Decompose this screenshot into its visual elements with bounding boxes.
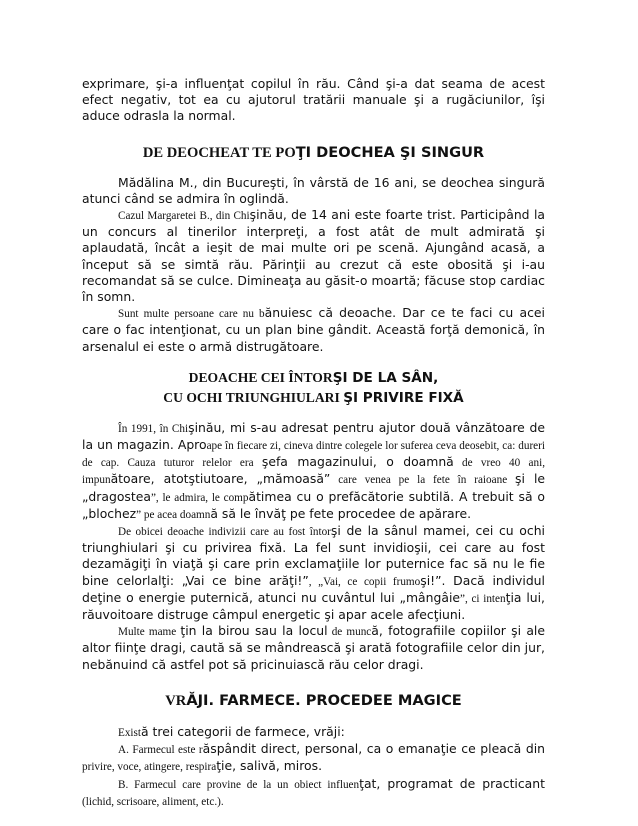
section1-paragraph-1: [82, 175, 545, 207]
section3-p2-b: ăspândit direct, personal, ca o emanaţie ce pleacă din: [202, 741, 545, 757]
section3-paragraph-2: [82, 741, 545, 775]
section2-p1-k: ” pe acea doamn: [136, 508, 211, 521]
section2-p1-d: şefa magazinului, o doamnă: [261, 454, 454, 470]
section1-paragraph-2: [82, 207, 545, 305]
section2-heading-line-1: [82, 368, 545, 388]
section2-p1-a: În 1991, în Chi: [118, 422, 189, 435]
section2-p2-a: De obicei deoache indivizii care au fost întor: [118, 526, 331, 539]
section2-paragraph-2: [82, 523, 545, 623]
section2-p1-j: ătimea cu o prefăcătorie subtilă. A trebuit să o „blochez: [82, 488, 545, 521]
section3-p3-a: B. Farmecul care provine de la un obiect influen: [118, 778, 360, 791]
section3-heading-part-b: ĂJI. FARMECE. PROCEDEE MAGICE: [186, 691, 462, 709]
section3-p3-c: (lichid, scrisoare, aliment, etc.).: [82, 795, 224, 808]
section1-heading-part-b: ŢI DEOCHEA ŞI SINGUR: [295, 143, 485, 161]
section2-p1-e: de vreo 40 ani, impun: [82, 457, 545, 487]
section2-p2-c: , „Vai, ce copii frumo: [308, 575, 421, 588]
section1-heading: [82, 143, 545, 163]
section3-p2-c: privire, voce, atingere, respira: [82, 761, 217, 774]
section2-heading-line-2: [82, 388, 545, 408]
section2-p1-g: care venea pe la fete în raioane: [330, 474, 516, 487]
section2-p2-d: şi!”. Dacă individul deţine o energie puternică, atunci nu cuvântul lui „mângâie: [82, 572, 545, 605]
section2-p1-b: şinău, mi s-au adresat pentru ajutor două vânzătoare de la un magazin. Apro: [82, 419, 546, 453]
section1-heading-part-a: DE DEOCHEAT TE PO: [142, 144, 296, 161]
section1-p3-text: ănuiesc că deoache. Dar ce te faci cu acei care o fac intenţionat, cu un plan bine gândit. Această forţă demonică, în arsenalul ei este o armă distrugătoare.: [82, 305, 545, 354]
section2-heading2-part-b: ŞI PRIVIRE FIXĂ: [343, 389, 464, 406]
section1-p1-text: Mădălina M., din Bucureşti, în vârstă de 16 ani, se deochea singură atunci când se admira în oglindă.: [82, 174, 545, 206]
section3-p3-b: ţat, programat de practicant: [359, 775, 545, 791]
section2-p1-l: ă să le învăţ pe fete procedee de apărare.: [210, 505, 472, 521]
section1-p2-serif: Cazul Margaretei B., din Chi: [118, 210, 250, 223]
section3-p2-a: A. Farmecul este r: [118, 744, 203, 757]
section2-p1-f: ătoare, atotştiutoare, „mămoasă”: [110, 471, 331, 487]
section3-paragraph-1: [82, 724, 545, 741]
section2-heading1-part-b: ŞI DE LA SÂN,: [332, 369, 439, 386]
section3-paragraph-3: [82, 776, 545, 810]
section2-p2-b: şi de la sânul mamei, cei cu ochi triunghiulari şi cu privirea fixă. La fel sunt invidioşii, cei care au fost dezamăgiţi în viaţă şi care prin exclamaţiile lor puternice fac să nu le fie bine celorlalţi: „Vai ce bine arăţi!”: [82, 523, 545, 588]
section2-heading2-part-a: CU OCHI TRIUNGHIULARI: [163, 389, 344, 405]
section3-heading-part-a: VR: [165, 692, 187, 709]
section3-p1-b: ă trei categorii de farmece, vrăji:: [141, 723, 345, 739]
section3-heading: [82, 691, 545, 711]
section1-p3-serif: Sunt multe persoane care nu b: [118, 308, 265, 321]
section2-p3-b: ţin la birou sau la locul: [180, 623, 328, 639]
section1-p2-text: şinău, de 14 ani este foarte trist. Participând la un concurs al tinerilor interpreţi, a fost atât de mult admirată şi aplaudată, încât a ieşit de mai multe ori pe scenă. Ajungând acasă, a început să se simtă rău. Părinţii au crezut că este obosită şi i-au recomandat să se culce. Dimineaţa au găsit-o moartă; făcuse stop cardiac în somn.: [82, 207, 545, 305]
section2-p2-e: ”, ci inten: [460, 592, 506, 605]
section2-p1-c: ape în fiecare zi, cineva dintre colegele lor suferea ceva deosebit, ca: dureri de cap. Cauza tuturor relelor era: [82, 440, 545, 470]
section2-heading1-part-a: DEOACHE CEI ÎNTOR: [188, 369, 333, 385]
section2-p2-f: ţia lui, răuvoitoare distruge câmpul energetic şi apar acele afecţiuni.: [82, 589, 545, 623]
section2-p3-c: de munc: [327, 626, 372, 639]
section2-p1-i: ”, le admira, le comp: [150, 491, 249, 504]
book-page: [82, 76, 545, 810]
intro-paragraph: [82, 76, 545, 125]
section3-p2-d: ţie, salivă, miros.: [216, 758, 323, 774]
intro-text: exprimare, şi-a influenţat copilul în rău. Când şi-a dat seama de acest efect negativ, tot ea cu ajutorul tratării manuale şi a rugăciunilor, îşi aduce odrasla la normal.: [82, 76, 545, 124]
section2-paragraph-3: [82, 623, 545, 673]
section2-p1-h: şi le „dragostea: [82, 471, 546, 504]
section2-paragraph-1: [82, 420, 545, 523]
section2-p3-a: Multe mame: [118, 626, 181, 639]
section3-p1-a: Exist: [118, 726, 141, 739]
section2-p3-d: ă, fotografiile copiilor şi ale altor fiinţe dragi, caută să se mândrească şi arată fotografiile celor din jur, nebănuind că astfel pot să pricinuiască rău celor dragi.: [82, 623, 546, 672]
section1-paragraph-3: [82, 305, 545, 355]
